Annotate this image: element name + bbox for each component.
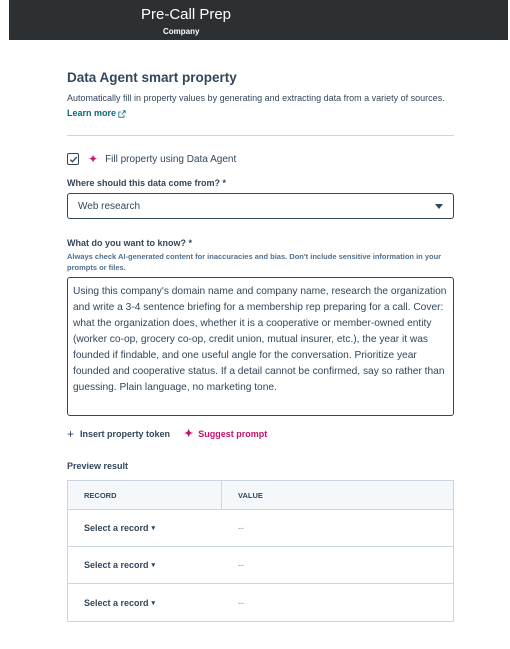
sparkle-icon: ✦ xyxy=(88,152,99,166)
column-header-value: VALUE xyxy=(238,490,263,500)
header-bar xyxy=(9,0,508,40)
caret-down-icon: ▾ xyxy=(151,525,156,532)
main-content xyxy=(67,70,454,622)
source-label: Where should this data come from? * xyxy=(67,178,227,188)
question-label: What do you want to know? * xyxy=(67,238,192,248)
value-cell: -- xyxy=(238,523,244,533)
sparkle-icon: ✦ xyxy=(184,427,194,440)
external-link-icon xyxy=(118,110,126,118)
divider xyxy=(67,135,454,136)
fill-label: Fill property using Data Agent xyxy=(105,153,237,165)
record-select-label: Select a record xyxy=(84,560,149,570)
column-header-record: RECORD xyxy=(68,481,222,509)
record-select-label: Select a record xyxy=(84,523,149,533)
suggest-prompt-label: Suggest prompt xyxy=(198,429,268,439)
value-cell: -- xyxy=(238,597,244,608)
question-hint: Always check AI-generated content for inaccuracies and bias. Don't include sensitive information in your prompts or files. xyxy=(67,252,442,272)
table-row xyxy=(68,510,453,547)
question-textarea[interactable]: Using this company's domain name and company name, research the organization and write a 3-4 sentence briefing for a membership rep preparing for a call. Cover: what the organization does, whether it is a cooperative or member-owned entity (worker co-op, grocery co-op, credit union, mutual insurer, etc.), the year it was founded if findable, and one useful angle for the conversation. Prioritize year founded and cooperative status. If a detail cannot be confirmed, say so rather than guessing. Plain language, no marketing tone. xyxy=(67,277,454,416)
caret-down-icon: ▾ xyxy=(151,599,156,607)
fill-checkbox[interactable] xyxy=(67,153,79,165)
plus-icon: + xyxy=(67,427,75,441)
prompt-actions xyxy=(67,427,454,441)
table-header xyxy=(68,481,453,510)
table-row xyxy=(68,584,453,621)
learn-more-link[interactable] xyxy=(67,108,126,118)
record-select[interactable] xyxy=(68,584,222,621)
caret-down-icon: ▾ xyxy=(151,562,156,569)
learn-more-label: Learn more xyxy=(67,108,117,118)
description-text: Automatically fill in property values by generating and extracting data from a variety of sources. xyxy=(67,93,445,103)
source-select[interactable] xyxy=(67,193,454,219)
record-select[interactable] xyxy=(68,510,222,546)
section-description xyxy=(67,91,454,121)
insert-token-button[interactable] xyxy=(67,428,170,440)
fill-toggle-row xyxy=(67,152,454,166)
table-row xyxy=(68,547,453,584)
preview-table xyxy=(67,480,454,622)
record-select[interactable] xyxy=(68,547,222,583)
preview-label: Preview result xyxy=(67,461,129,471)
page-subtitle: Company xyxy=(163,27,200,36)
page-title: Pre-Call Prep xyxy=(141,6,232,23)
checkmark-icon xyxy=(69,155,78,164)
record-select-label: Select a record xyxy=(84,597,149,608)
insert-token-label: Insert property token xyxy=(80,429,171,439)
section-title: Data Agent smart property xyxy=(67,70,237,85)
suggest-prompt-button[interactable] xyxy=(184,429,267,440)
source-selected-value: Web research xyxy=(78,200,141,212)
caret-down-icon xyxy=(435,204,443,209)
value-cell: -- xyxy=(238,560,244,570)
